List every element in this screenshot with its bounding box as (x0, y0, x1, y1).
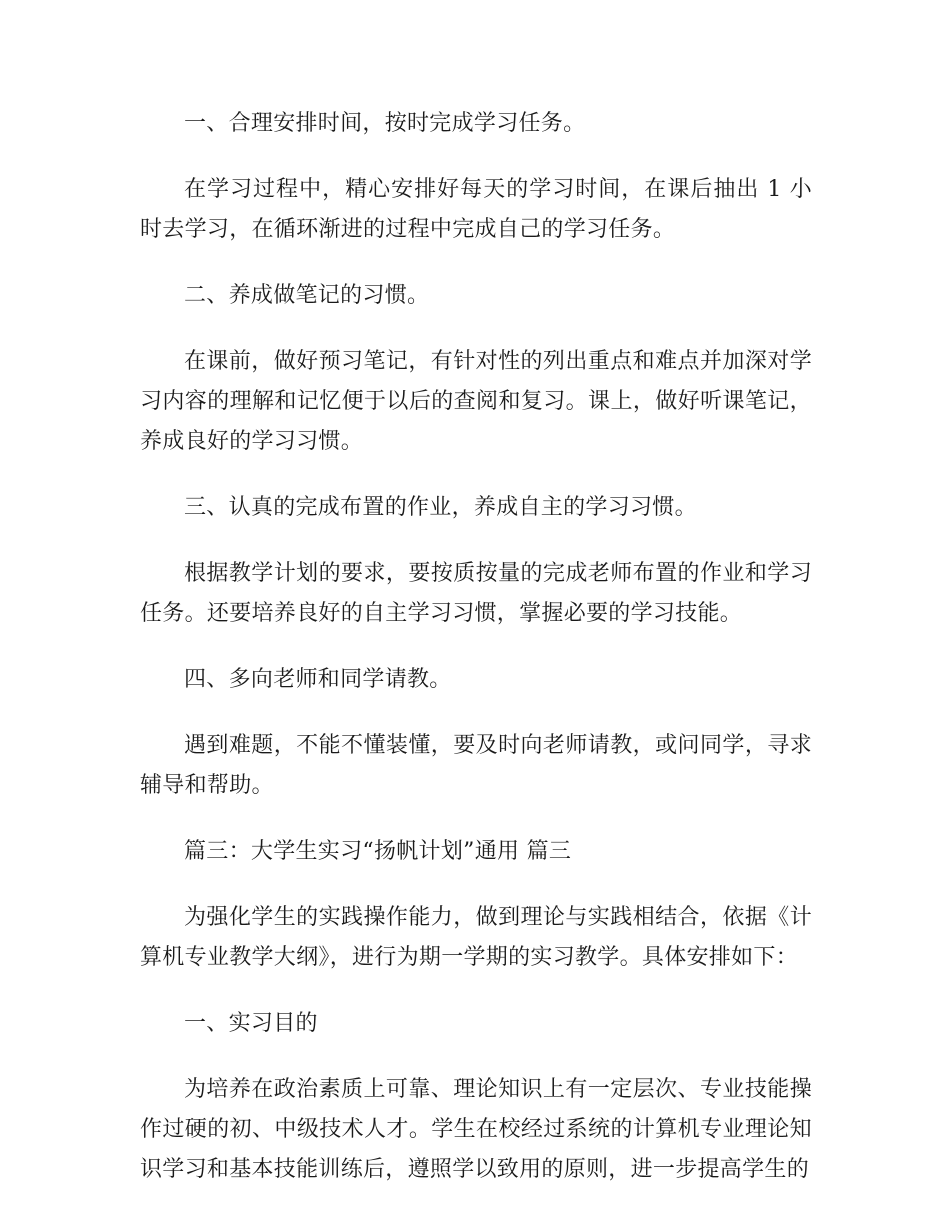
paragraph-internship-purpose: 为培养在政治素质上可靠、理论知识上有一定层次、专业技能操作过硬的初、中级技术人才。学生在校经过系统的计算机专业理论知识学习和基本技能训练后，遵照学以致用的原则，进一步提高学生的 (140, 1077, 812, 1182)
document-body (140, 104, 812, 1216)
paragraph-internship-intro: 为强化学生的实践操作能力，做到理论与实践相结合，依据《计算机专业教学大纲》，进行为期一学期的实习教学。具体安排如下： (140, 905, 812, 970)
heading-note-taking: 二、养成做笔记的习惯。 (184, 283, 430, 308)
paragraph-ask-teachers: 遇到难题，不能不懂装懂，要及时向老师请教，或问同学，寻求辅导和帮助。 (140, 733, 812, 798)
heading-homework: 三、认真的完成布置的作业，养成自主的学习习惯。 (184, 495, 697, 520)
paragraph-homework: 根据教学计划的要求，要按质按量的完成老师布置的作业和学习任务。还要培养良好的自主学习习惯，掌握必要的学习技能。 (140, 561, 812, 626)
heading-internship-purpose: 一、实习目的 (184, 1011, 318, 1036)
paragraph-study-schedule: 在学习过程中，精心安排好每天的学习时间，在课后抽出 1 小时去学习，在循环渐进的过程中完成自己的学习任务。 (140, 177, 812, 242)
paragraph-note-taking: 在课前，做好预习笔记，有针对性的列出重点和难点并加深对学习内容的理解和记忆便于以后的查阅和复习。课上，做好听课笔记，养成良好的学习习惯。 (140, 349, 812, 454)
heading-arrange-time: 一、合理安排时间，按时完成学习任务。 (184, 111, 586, 136)
section-title-part-three: 篇三：大学生实习“扬帆计划”通用 篇三 (184, 839, 572, 864)
heading-ask-teachers: 四、多向老师和同学请教。 (184, 667, 452, 692)
